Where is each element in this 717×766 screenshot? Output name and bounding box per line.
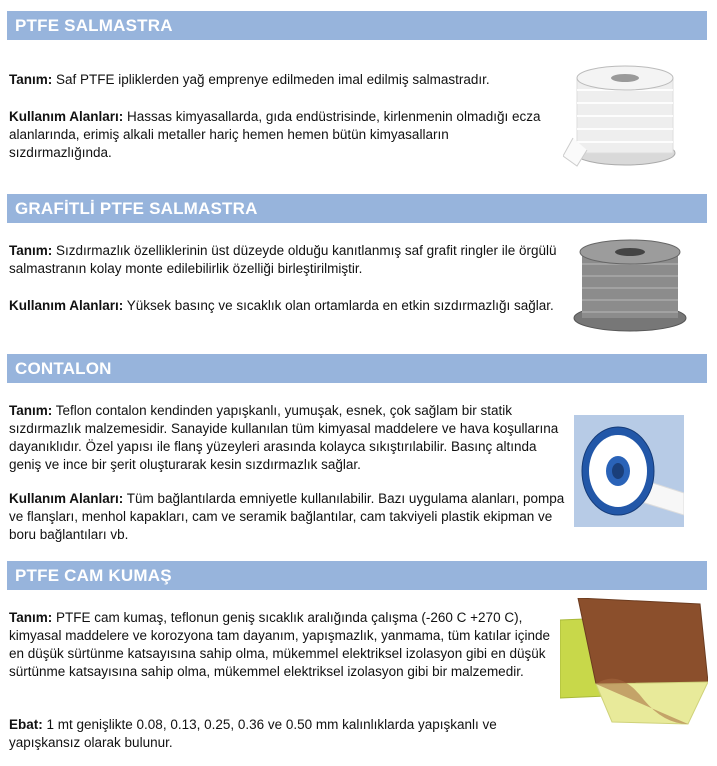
- usage-text: Tüm bağlantılarda emniyetle kullanılabilir. Bazı uygulama alanları, pompa ve flanşları, menhol kapakları, cam ve seramik bağlantılar, cam takviyeli plastik ekipman ve boru bağlantıları vb.: [9, 491, 565, 542]
- size-paragraph: [9, 716, 554, 752]
- blue-contalon-tape-reel-image: [574, 415, 684, 527]
- usage-paragraph: [9, 490, 565, 544]
- definition-text: Sızdırmazlık özelliklerinin üst düzeyde olduğu kanıtlanmış saf grafit ringler ile örgülü salmastranın kolay monte edilebilirlik özelliği birleştirilmiştir.: [9, 243, 557, 276]
- definition-paragraph: [9, 402, 565, 474]
- section-title: CONTALON: [15, 359, 112, 378]
- size-text: 1 mt genişlikte 0.08, 0.13, 0.25, 0.36 ve 0.50 mm kalınlıklarda yapışkanlı ve yapışkansız olarak bulunur.: [9, 717, 497, 750]
- definition-text: Saf PTFE ipliklerden yağ emprenye edilmeden imal edilmiş salmastradır.: [52, 72, 490, 87]
- section-header-grafitli-ptfe-salmastra: [7, 194, 707, 223]
- definition-paragraph: [9, 242, 564, 278]
- usage-label: Kullanım Alanları:: [9, 109, 124, 124]
- definition-label: Tanım:: [9, 243, 53, 258]
- definition-text: PTFE cam kumaş, teflonun geniş sıcaklık aralığında çalışma (-260 C +270 C), kimyasal maddelere ve korozyona tam dayanım, yapışmazlık, yanmama, tüm katılar içinde en düşük sürtünme katsayısına sahip olma, mükemmel elektriksel izolasyon gibi en düşük sürtünme katsayısına sahip olma, mükemmel elektriksel izolasyon gibi bir malzemedir.: [9, 610, 550, 679]
- usage-label: Kullanım Alanları:: [9, 298, 124, 313]
- definition-text: Teflon contalon kendinden yapışkanlı, yumuşak, esnek, çok sağlam bir statik sızdırmazlık malzemesidir. Sanayide kullanılan tüm kimyasal maddelere ve hava koşullarına dayanıklıdır. Özel yapısı ile flanş yüzeyleri arasında kolayca sıkıştırılabilir. Basınç altında geniş ve ince bir şerit oluşturarak kesin sızdırmazlık sağlar.: [9, 403, 559, 472]
- graphite-ptfe-packing-spool-image: [570, 236, 690, 334]
- usage-label: Kullanım Alanları:: [9, 491, 124, 506]
- section-title: PTFE CAM KUMAŞ: [15, 566, 172, 585]
- usage-text: Hassas kimyasallarda, gıda endüstrisinde, kirlenmenin olmadığı ecza alanlarında, erimiş alkali metaller hariç hemen hemen bütün kimyasalların sızdırmazlığında.: [9, 109, 541, 160]
- usage-paragraph: [9, 108, 554, 162]
- definition-label: Tanım:: [9, 610, 53, 625]
- usage-text: Yüksek basınç ve sıcaklık olan ortamlarda en etkin sızdırmazlığı sağlar.: [123, 298, 554, 313]
- white-ptfe-packing-spool-image: [563, 58, 681, 170]
- usage-paragraph: [9, 297, 564, 315]
- definition-label: Tanım:: [9, 403, 53, 418]
- ptfe-glass-fabric-sheet-image: [560, 598, 708, 728]
- definition-paragraph: [9, 71, 554, 89]
- section-title: PTFE SALMASTRA: [15, 16, 173, 35]
- size-label: Ebat:: [9, 717, 43, 732]
- section-title: GRAFİTLİ PTFE SALMASTRA: [15, 199, 258, 218]
- definition-label: Tanım:: [9, 72, 53, 87]
- section-header-contalon: [7, 354, 707, 383]
- section-header-ptfe-cam-kumas: [7, 561, 707, 590]
- section-header-ptfe-salmastra: [7, 11, 707, 40]
- definition-paragraph: [9, 609, 554, 681]
